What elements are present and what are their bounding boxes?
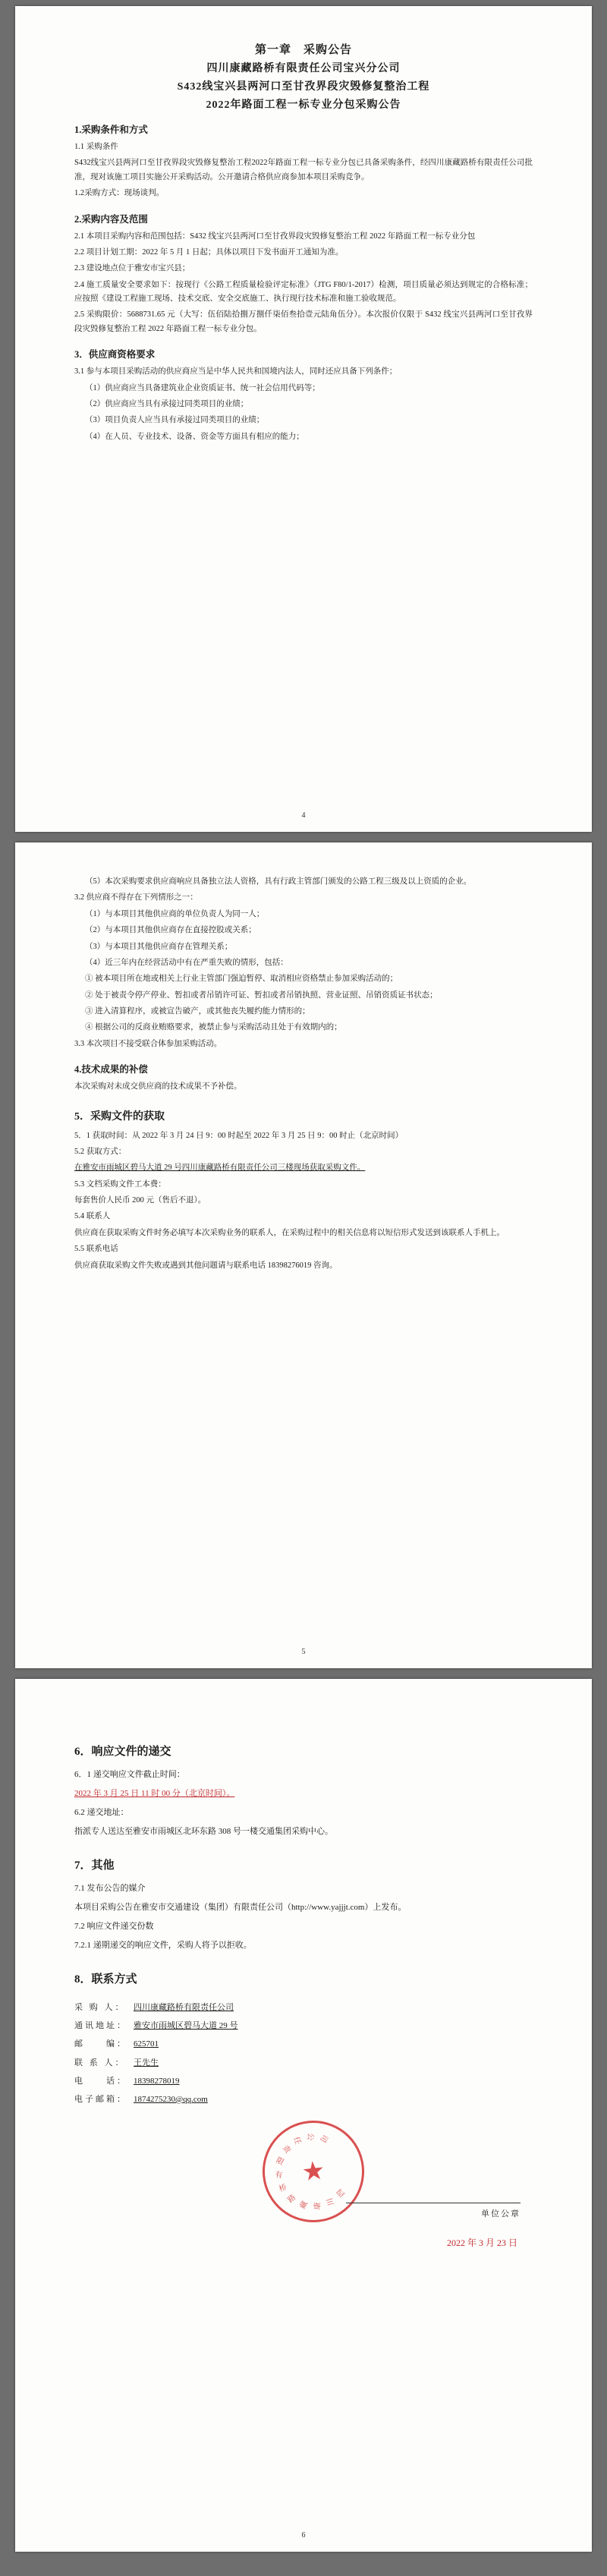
seal-char: 公 xyxy=(305,2132,315,2141)
text-3-2-4: （4）近三年内在经营活动中有在严重失败的情形，包括： xyxy=(85,958,288,967)
heading-supplier-qualification: 3．供应商资格要求 xyxy=(74,349,156,361)
text-6-2: 6.2 递交地址： xyxy=(74,1808,129,1817)
text-4: 本次采购对未成交供应商的技术成果不予补偿。 xyxy=(74,1082,242,1091)
text-7-1: 7.1 发布公告的媒介 xyxy=(74,1884,146,1893)
text-3-2-3: （3）与本项目其他供应商存在管理关系； xyxy=(85,942,233,951)
contact-row xyxy=(74,2054,533,2072)
signature-area xyxy=(74,2113,533,2272)
company-seal-stamp xyxy=(257,2115,369,2227)
seal-char: 藏 xyxy=(298,2200,310,2211)
document-page-2 xyxy=(15,842,592,1668)
text-5-3-price: 每套售价人民币 200 元（售后不退）。 xyxy=(74,1196,206,1205)
contact-value-phone: 18398278019 xyxy=(134,2076,180,2086)
text-2-4: 2.4 施工质量安全要求如下：按现行《公路工程质量检验评定标准》（JTG F80/1-2017）检测，项目质量必须达到规定的合格标准；应按照《建设工程施工现场、技术交底、安全交底施工、执行现行技术标准和施工验收规范。 xyxy=(74,280,533,303)
contact-value-address: 雅安市雨城区碧马大道 29 号 xyxy=(134,2021,238,2031)
seal-char: 责 xyxy=(280,2143,292,2156)
document-page-3 xyxy=(15,1679,592,2552)
contact-block xyxy=(74,1998,533,2108)
contact-value-person: 王先生 xyxy=(134,2058,159,2067)
text-6-1: 6．1 递交响应文件截止时间： xyxy=(74,1770,185,1779)
document-page-1 xyxy=(15,6,592,832)
text-3-1-5: （5）本次采购要求供应商响应具备独立法人资格，具有行政主管部门颁发的公路工程三级及以上资质的企业。 xyxy=(85,877,472,886)
heading-response-submission: 6．响应文件的递交 xyxy=(74,1746,171,1758)
contact-label-address: 通讯地址： xyxy=(74,2021,127,2031)
text-5-2-address: 在雅安市雨城区碧马大道 29 号四川康藏路桥有限责任公司三楼现场获取采购文件。 xyxy=(74,1164,366,1173)
seal-char: 限 xyxy=(274,2156,285,2168)
org-line-2: S432线宝兴县两河口至甘孜界段灾毁修复整治工程 xyxy=(177,81,430,93)
text-3-3: 3.3 本次项目不接受联合体参加采购活动。 xyxy=(74,1039,222,1048)
contact-row xyxy=(74,2072,533,2090)
page-number-2: 5 xyxy=(301,1648,306,1656)
heading-scope: 2.采购内容及范围 xyxy=(74,213,148,225)
text-1-1: S432线宝兴县两河口至甘孜界段灾毁修复整治工程2022年路面工程一标专业分包已具备采购条件，经四川康藏路桥有限责任公司批准，现对该施工项目实施公开采购活动。公开邀请合格供应商参加本项目采购竞争。 xyxy=(74,159,533,181)
text-3-2-4-d: ④ 根据公司的反商业贿赂要求，被禁止参与采购活动且处于有效期内的； xyxy=(85,1023,342,1032)
text-6-1-deadline: 2022 年 3 月 25 日 11 时 00 分（北京时间）。 xyxy=(74,1789,235,1798)
text-3-2: 3.2 供应商不得存在下列情形之一： xyxy=(74,893,198,902)
heading-tech-compensation: 4.技术成果的补偿 xyxy=(74,1064,148,1075)
org-line-1: 四川康藏路桥有限责任公司宝兴分公司 xyxy=(206,63,401,74)
org-line-3: 2022年路面工程一标专业分包采购公告 xyxy=(206,99,401,111)
text-7-1-detail: 本项目采购公告在雅安市交通建设（集团）有限责任公司（http://www.yajjjt.com）上发布。 xyxy=(74,1903,407,1912)
contact-value-buyer: 四川康藏路桥有限责任公司 xyxy=(134,2003,234,2012)
text-3-1-3: （3）项目负责人应当具有承接过同类项目的业绩； xyxy=(85,416,265,425)
document-viewport[interactable] xyxy=(0,6,607,2552)
text-5-4: 5.4 联系人 xyxy=(74,1212,111,1221)
label-1-1: 1.1 采购条件 xyxy=(74,143,118,151)
text-5-2: 5.2 获取方式： xyxy=(74,1147,127,1156)
contact-label-phone: 电 话： xyxy=(74,2076,127,2086)
contact-value-postcode: 625701 xyxy=(134,2039,159,2049)
text-3-2-4-a: ① 被本项目所在地或相关上行业主管部门强迫暂停、取消相应资格禁止参加采购活动的； xyxy=(85,975,398,984)
chapter-title: 第一章 采购公告 xyxy=(254,44,352,56)
seal-char: 四 xyxy=(335,2187,348,2199)
contact-label-email: 电子邮箱： xyxy=(74,2094,127,2104)
seal-char: 有 xyxy=(274,2171,283,2181)
text-2-2: 2.2 项目计划工期：2022 年 5 月 1 日起；具体以项目下发书面开工通知为准。 xyxy=(74,247,344,257)
text-5-1: 5．1 获取时间：从 2022 年 3 月 24 日 9：00 时起至 2022 年 3 月 25 日 9：00 时止（北京时间） xyxy=(74,1131,404,1140)
text-3-1-4: （4）在人员、专业技术、设备、资金等方面具有相应的能力； xyxy=(85,432,304,441)
text-2-1: 2.1 本项目采购内容和范围包括：S432 线宝兴县两河口至甘孜界段灾毁修复整治工程 2022 年路面工程一标专业分包 xyxy=(74,231,476,241)
contact-label-buyer: 采 购 人： xyxy=(74,2003,126,2012)
heading-contact: 8．联系方式 xyxy=(74,1973,137,1986)
text-3-2-1: （1）与本项目其他供应商的单位负责人为同一人； xyxy=(85,909,265,918)
heading-other: 7．其他 xyxy=(74,1860,115,1872)
contact-row xyxy=(74,2090,533,2108)
text-1-2: 1.2采购方式：现场谈判。 xyxy=(74,189,165,198)
contact-row xyxy=(74,1998,533,2017)
contact-label-person: 联 系 人： xyxy=(74,2058,126,2067)
text-3-2-4-c: ③ 进入清算程序，或被宣告破产，或其他丧失履约能力情形的； xyxy=(85,1007,310,1016)
text-5-5-detail: 供应商获取采购文件失败或遇到其他问题请与联系电话 18398276019 咨询。 xyxy=(74,1261,338,1270)
contact-row xyxy=(74,2017,533,2035)
text-5-3: 5.3 文档采购文件工本费： xyxy=(74,1179,166,1189)
signature-label: 单位公章 xyxy=(481,2209,521,2219)
seal-char: 任 xyxy=(291,2136,302,2146)
contact-row xyxy=(74,2035,533,2053)
page-number-1: 4 xyxy=(301,811,306,820)
seal-char: 川 xyxy=(326,2197,336,2207)
seal-char: 司 xyxy=(318,2133,329,2144)
text-2-5: 2.5 采购限价：5688731.65 元（大写：伍佰陆拾捌万捌仟柒佰叁拾壹元陆角伍分）。本次报价仅限于 S432 线宝兴县两河口至甘孜界段灾毁修复整治工程 2022 年路面工程一标专业分包。 xyxy=(74,310,533,333)
heading-procurement-conditions: 1.采购条件和方式 xyxy=(74,124,148,135)
text-2-3: 2.3 建设地点位于雅安市宝兴县； xyxy=(74,264,190,273)
text-3-1-2: （2）供应商应当具有承接过同类项目的业绩； xyxy=(85,399,249,408)
text-5-4-detail: 供应商在获取采购文件时务必填写本次采购业务的联系人，在采购过程中的相关信息将以短信形式发送到该联系人手机上。 xyxy=(74,1228,505,1237)
text-5-5: 5.5 联系电话 xyxy=(74,1245,118,1254)
text-7-2-detail: 7.2.1 递期递交的响应文件，采购人将予以拒收。 xyxy=(74,1941,252,1950)
page-number-3: 6 xyxy=(301,2531,306,2540)
text-6-2-address: 指派专人送达至雅安市雨城区北环东路 308 号一楼交通集团采购中心。 xyxy=(74,1827,333,1836)
text-3-2-2: （2）与本项目其他供应商存在直接控股或关系； xyxy=(85,926,256,935)
contact-value-email: 1874275230@qq.com xyxy=(134,2094,208,2104)
text-7-2: 7.2 响应文件递交份数 xyxy=(74,1922,154,1931)
seal-char: 康 xyxy=(313,2202,322,2211)
heading-document-acquisition: 5．采购文件的获取 xyxy=(74,1110,165,1123)
text-3-2-4-b: ② 处于被责令停产停业、暂扣或者吊销许可证、暂扣或者吊销执照、营业证照、吊销资质证书状态； xyxy=(85,990,438,1000)
text-3-1-1: （1）供应商应当具备建筑业企业资质证书、统一社会信用代码等； xyxy=(85,383,320,392)
signature-date: 2022 年 3 月 23 日 xyxy=(446,2237,517,2249)
star-icon: ★ xyxy=(300,2156,327,2187)
seal-char: 桥 xyxy=(278,2183,288,2194)
contact-label-postcode: 邮 编： xyxy=(74,2039,127,2049)
text-3-1: 3.1 参与本项目采购活动的供应商应当是中华人民共和国境内法人，同时还应具备下列条件； xyxy=(74,367,398,376)
seal-char: 路 xyxy=(286,2193,298,2205)
